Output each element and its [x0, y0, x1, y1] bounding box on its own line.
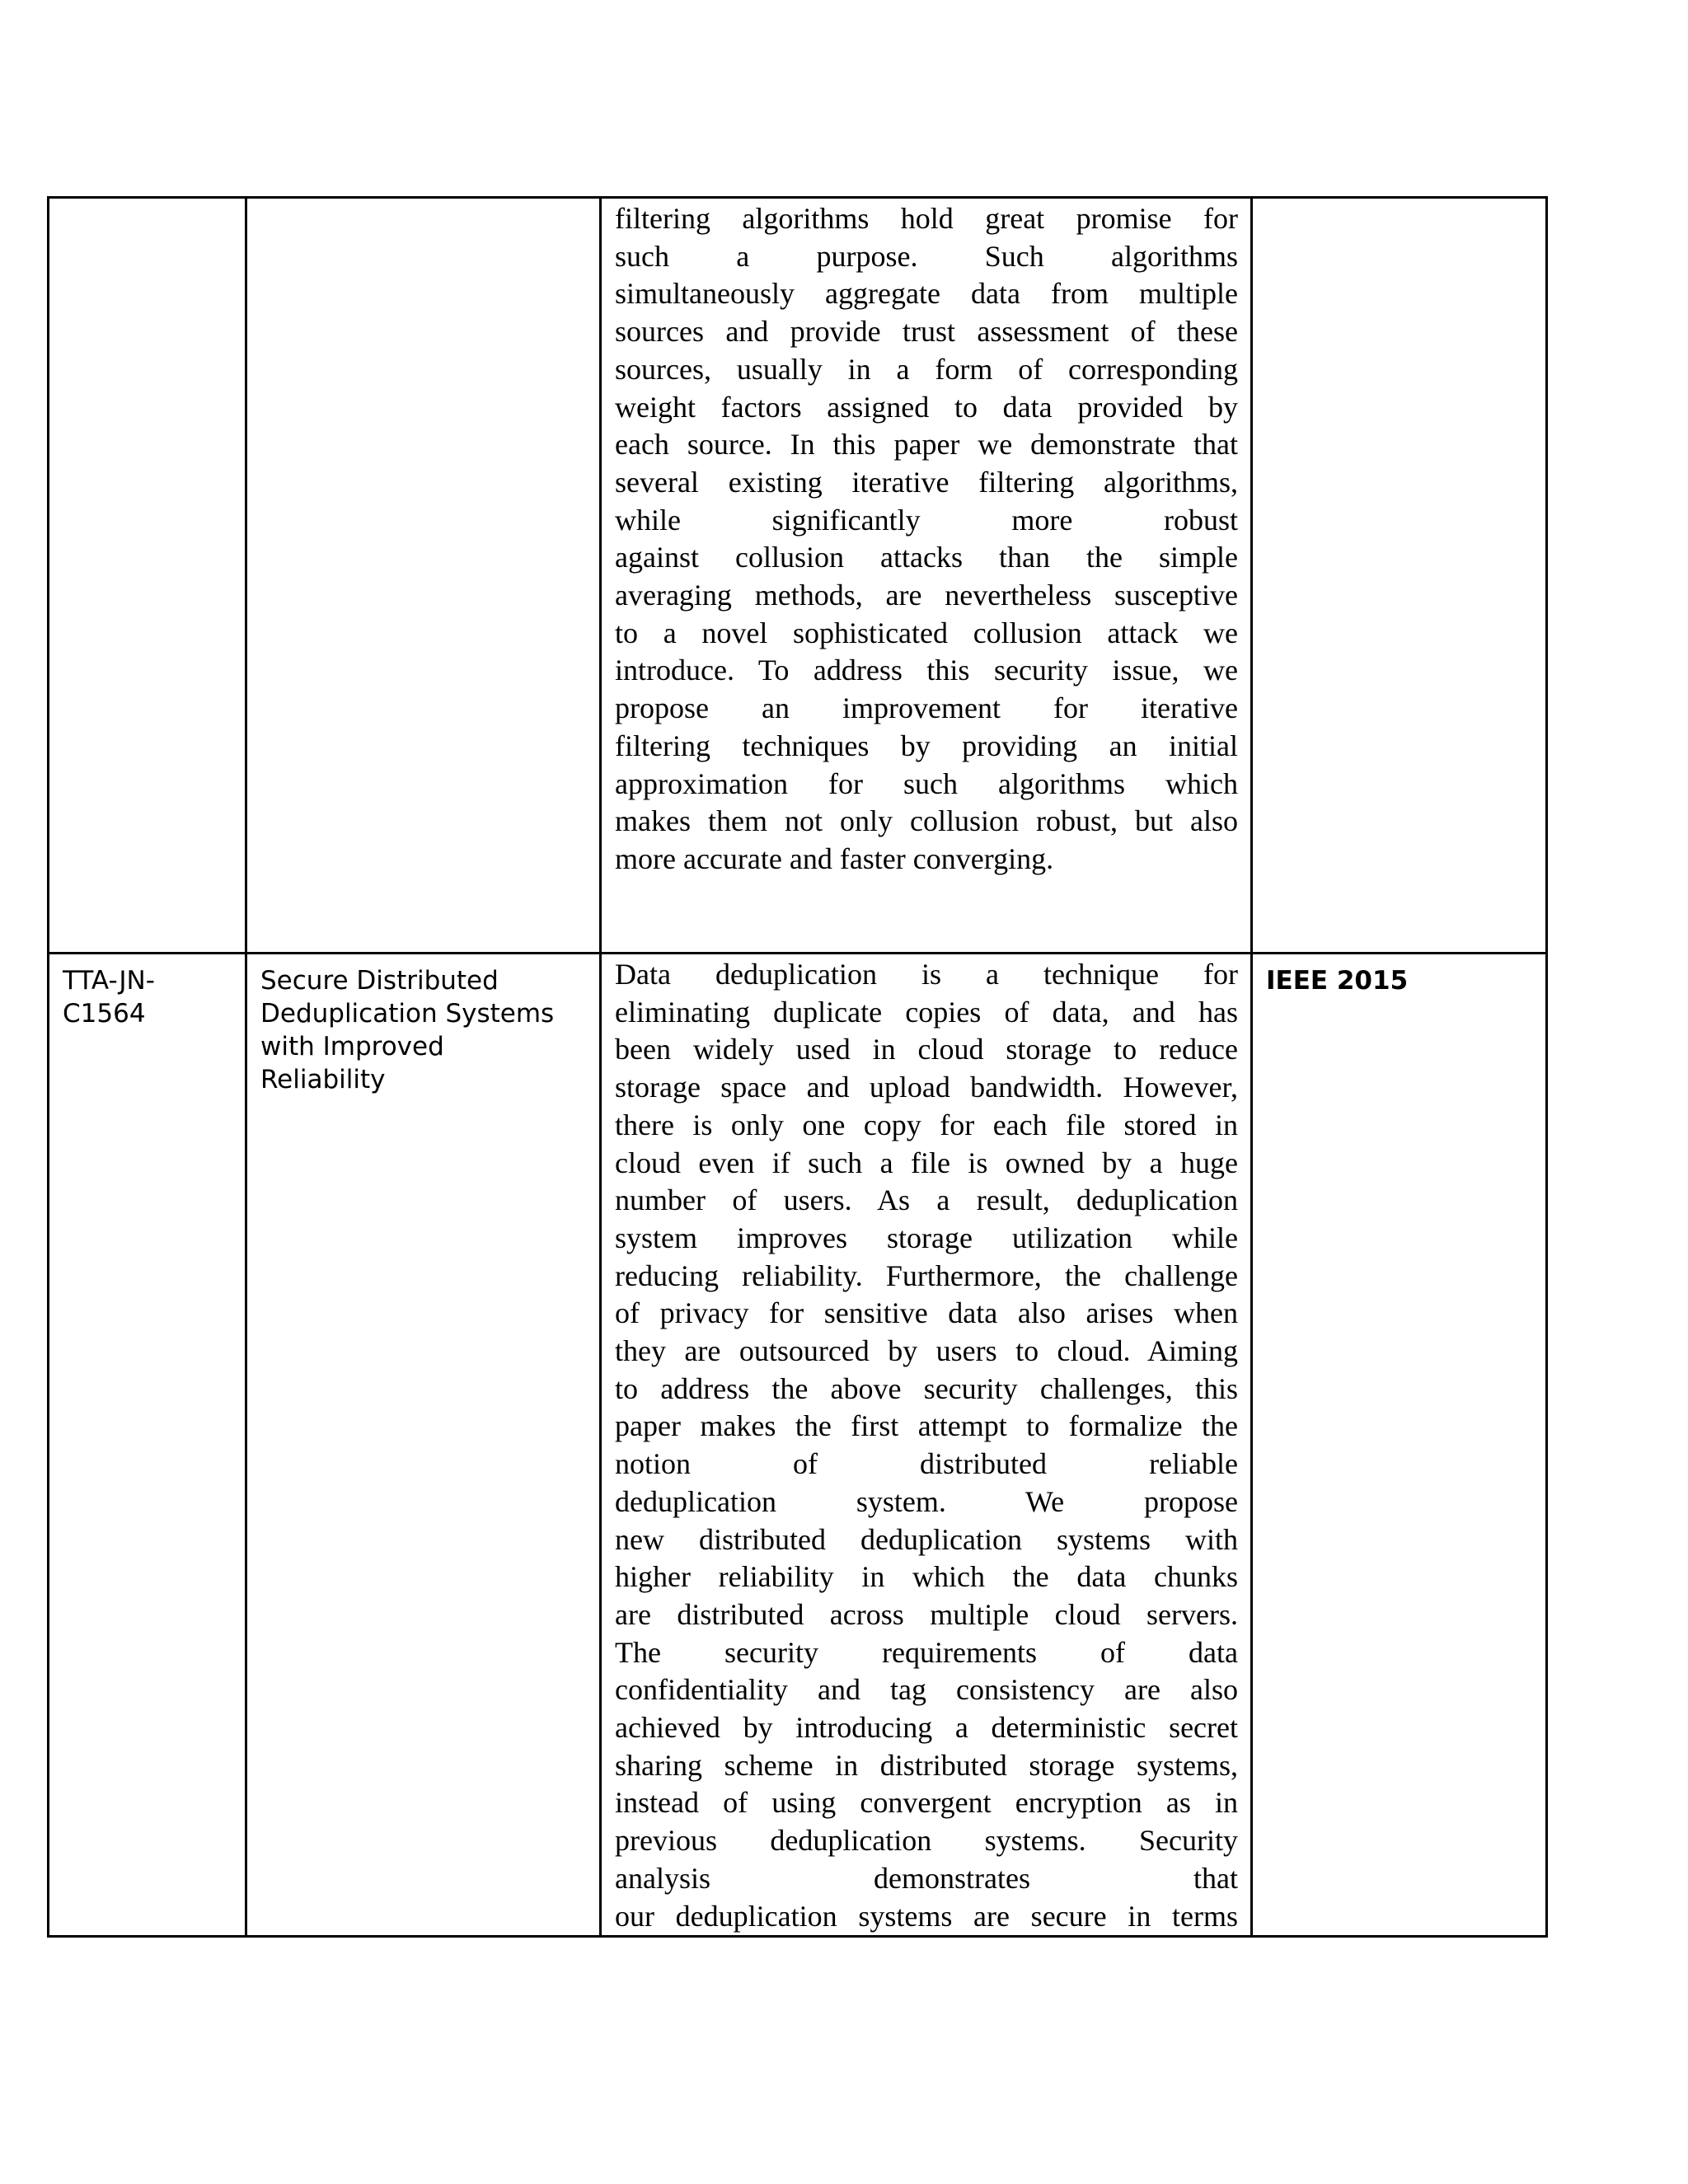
- text-line: while significantly more robust: [615, 503, 1238, 537]
- text-line: with Improved: [260, 1032, 444, 1062]
- abstract-text: [602, 199, 1250, 879]
- text-line: are distributed across multiple cloud servers.: [615, 1597, 1238, 1631]
- text-line: new distributed deduplication systems with: [615, 1522, 1238, 1556]
- text-line: such a purpose. Such algorithms: [615, 239, 1238, 273]
- text-line: Secure Distributed: [260, 966, 499, 996]
- text-line: Deduplication Systems: [260, 999, 555, 1029]
- text-line: several existing iterative filtering algorithms,: [615, 465, 1238, 499]
- text-line: paper makes the first attempt to formalize the: [615, 1409, 1238, 1443]
- text-line: storage space and upload bandwidth. However,: [615, 1071, 1238, 1104]
- text-line: reducing reliability. Furthermore, the challenge: [615, 1258, 1238, 1292]
- conference-label: IEEE 2015: [1266, 966, 1409, 996]
- text-line: to a novel sophisticated collusion attack we: [615, 616, 1238, 649]
- table-row: [49, 198, 1547, 954]
- conference-cell: [1252, 954, 1547, 1937]
- text-line: weight factors assigned to data provided by: [615, 390, 1238, 424]
- text-line: sources and provide trust assessment of these: [615, 315, 1238, 349]
- text-line: instead of using convergent encryption as in: [615, 1786, 1238, 1820]
- text-line: each source. In this paper we demonstrate that: [615, 428, 1238, 462]
- text-line: averaging methods, are nevertheless susceptive: [615, 579, 1238, 612]
- table-row: [49, 954, 1547, 1937]
- text-line: propose an improvement for iterative: [615, 691, 1238, 725]
- text-line: system improves storage utilization while: [615, 1221, 1238, 1254]
- project-id: [49, 954, 245, 1030]
- text-line: filtering techniques by providing an initial: [615, 729, 1238, 762]
- project-id-cell: [49, 954, 246, 1937]
- text-line: against collusion attacks than the simple: [615, 541, 1238, 574]
- abstract-cell: [601, 954, 1252, 1937]
- text-line: sharing scheme in distributed storage systems,: [615, 1748, 1238, 1782]
- text-line: number of users. As a result, deduplication: [615, 1183, 1238, 1217]
- text-line: achieved by introducing a deterministic secret: [615, 1711, 1238, 1745]
- text-line: notion of distributed reliable: [615, 1447, 1238, 1481]
- text-line: they are outsourced by users to cloud. Aiming: [615, 1334, 1238, 1368]
- text-line: introduce. To address this security issue, we: [615, 654, 1238, 687]
- text-line: more accurate and faster converging.: [615, 841, 1054, 875]
- conference-cell: [1252, 198, 1547, 954]
- text-line: Data deduplication is a technique for: [615, 958, 1238, 991]
- project-title-cell: [246, 198, 601, 954]
- abstract-text: [602, 954, 1250, 1935]
- text-line: of privacy for sensitive data also arises when: [615, 1296, 1238, 1330]
- text-line: C1564: [63, 999, 146, 1029]
- text-line: Reliability: [260, 1065, 386, 1094]
- text-line: previous deduplication systems. Security: [615, 1824, 1238, 1858]
- text-line: deduplication system. We propose: [615, 1484, 1238, 1518]
- project-table: [47, 196, 1548, 1938]
- text-line: filtering algorithms hold great promise for: [615, 202, 1238, 235]
- text-line: our deduplication systems are secure in terms: [615, 1899, 1238, 1933]
- text-line: TTA-JN-: [63, 966, 155, 996]
- text-line: higher reliability in which the data chunks: [615, 1560, 1238, 1594]
- text-line: sources, usually in a form of corresponding: [615, 352, 1238, 386]
- text-line: there is only one copy for each file stored in: [615, 1108, 1238, 1141]
- project-id-cell: [49, 198, 246, 954]
- project-title-cell: [246, 954, 601, 1937]
- project-title: [247, 954, 599, 1096]
- text-line: simultaneously aggregate data from multiple: [615, 277, 1238, 311]
- text-line: been widely used in cloud storage to reduce: [615, 1033, 1238, 1066]
- abstract-cell: [601, 198, 1252, 954]
- text-line: to address the above security challenges, this: [615, 1371, 1238, 1405]
- text-line: approximation for such algorithms which: [615, 766, 1238, 800]
- text-line: cloud even if such a file is owned by a huge: [615, 1146, 1238, 1179]
- text-line: eliminating duplicate copies of data, and has: [615, 995, 1238, 1029]
- text-line: confidentiality and tag consistency are also: [615, 1673, 1238, 1707]
- text-line: The security requirements of data: [615, 1635, 1238, 1669]
- text-line: analysis demonstrates that: [615, 1861, 1238, 1895]
- text-line: makes them not only collusion robust, but also: [615, 804, 1238, 838]
